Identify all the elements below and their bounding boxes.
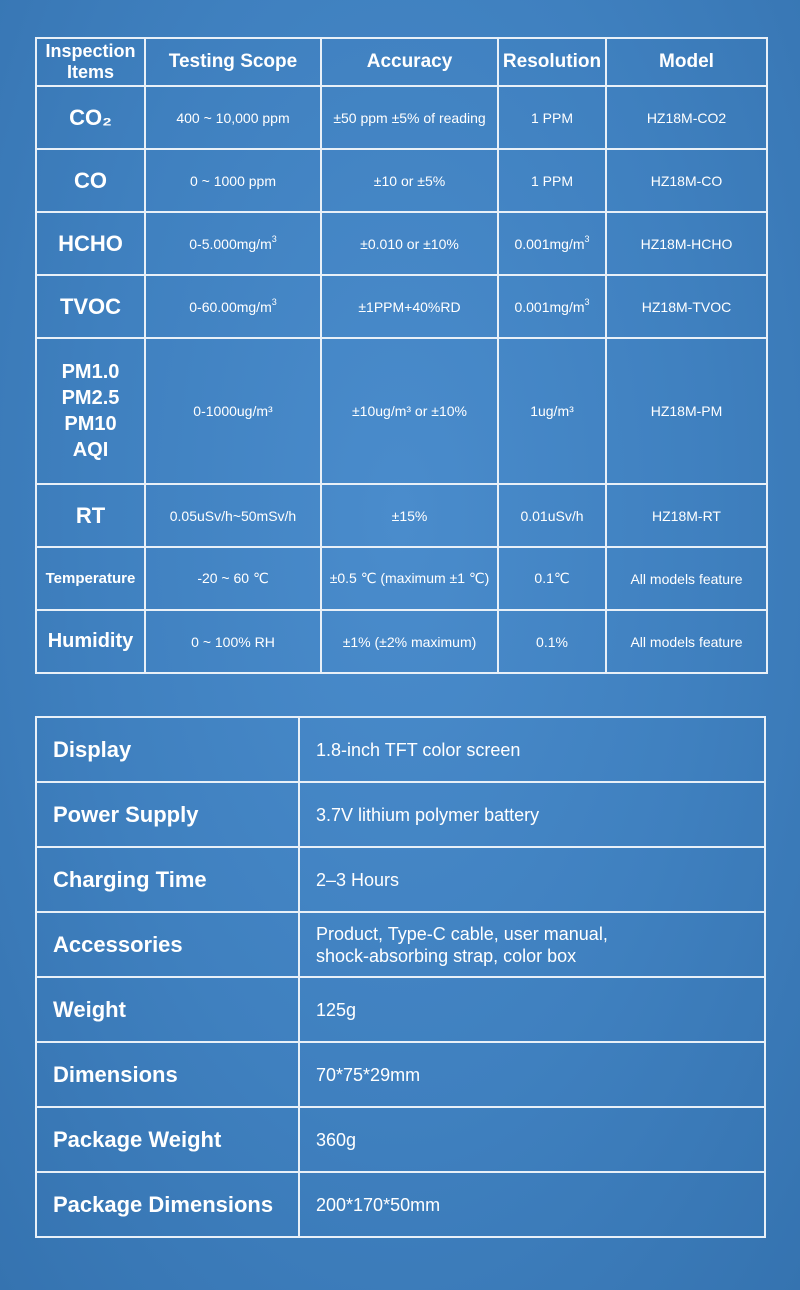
table-row (36, 782, 765, 847)
table-row (36, 338, 767, 484)
key-dimensions: Dimensions (36, 1042, 299, 1107)
scope-text: 0-60.00mg/m (189, 298, 272, 315)
header-inspection-items: Inspection Items (36, 38, 145, 86)
resolution-cell: 0.1℃ (498, 547, 606, 610)
table-row (36, 86, 767, 149)
superscript: 3 (584, 296, 590, 307)
model-cell: HZ18M-RT (606, 484, 767, 547)
table-row (36, 912, 765, 977)
accuracy-cell: ±1PPM+40%RD (321, 275, 498, 338)
model-cell: HZ18M-CO (606, 149, 767, 212)
table-row (36, 212, 767, 275)
table-row (36, 610, 767, 673)
accuracy-cell: ±0.5 ℃ (maximum ±1 ℃) (321, 547, 498, 610)
resolution-cell: 1 PPM (498, 86, 606, 149)
model-cell: HZ18M-TVOC (606, 275, 767, 338)
resolution-text: 0.001mg/m (514, 298, 585, 315)
resolution-cell (498, 212, 606, 275)
item-rt: RT (36, 484, 145, 547)
item-co2: CO₂ (36, 86, 145, 149)
model-cell: HZ18M-HCHO (606, 212, 767, 275)
table-row (36, 847, 765, 912)
superscript: 3 (271, 233, 277, 244)
model-cell: HZ18M-PM (606, 338, 767, 484)
item-tvoc: TVOC (36, 275, 145, 338)
scope-cell: -20 ~ 60 ℃ (145, 547, 321, 610)
table-row (36, 717, 765, 782)
key-package-dimensions: Package Dimensions (36, 1172, 299, 1237)
table-row (36, 547, 767, 610)
scope-cell: 0.05uSv/h~50mSv/h (145, 484, 321, 547)
item-aqi: AQI (72, 439, 109, 461)
scope-cell (145, 275, 321, 338)
scope-cell: 0 ~ 1000 ppm (145, 149, 321, 212)
header-model: Model (606, 38, 767, 86)
value-package-weight: 360g (299, 1107, 765, 1172)
key-charging-time: Charging Time (36, 847, 299, 912)
header-testing-scope: Testing Scope (145, 38, 321, 86)
value-dimensions: 70*75*29mm (299, 1042, 765, 1107)
table-row (36, 1107, 765, 1172)
resolution-cell (498, 275, 606, 338)
scope-cell: 0 ~ 100% RH (145, 610, 321, 673)
spec-table (35, 37, 768, 674)
resolution-cell: 1 PPM (498, 149, 606, 212)
item-humidity: Humidity (36, 610, 145, 673)
value-package-dimensions: 200*170*50mm (299, 1172, 765, 1237)
table-row (36, 275, 767, 338)
value-display: 1.8-inch TFT color screen (299, 717, 765, 782)
key-package-weight: Package Weight (36, 1107, 299, 1172)
item-pm1: PM1.0 (61, 361, 120, 383)
info-table (35, 716, 766, 1238)
resolution-text: 0.001mg/m (514, 235, 585, 252)
model-cell: HZ18M-CO2 (606, 86, 767, 149)
accuracy-cell: ±10 or ±5% (321, 149, 498, 212)
scope-cell (145, 212, 321, 275)
table-row (36, 484, 767, 547)
item-hcho: HCHO (36, 212, 145, 275)
key-display: Display (36, 717, 299, 782)
value-power-supply: 3.7V lithium polymer battery (299, 782, 765, 847)
resolution-cell: 0.01uSv/h (498, 484, 606, 547)
scope-text: 0-5.000mg/m (189, 235, 272, 252)
model-cell: All models feature (606, 610, 767, 673)
accuracy-cell: ±10ug/m³ or ±10% (321, 338, 498, 484)
value-line: Product, Type-C cable, user manual, (316, 923, 608, 944)
item-pm25: PM2.5 (61, 387, 120, 409)
resolution-cell: 1ug/m³ (498, 338, 606, 484)
item-pm (36, 338, 145, 484)
accuracy-cell: ±50 ppm ±5% of reading (321, 86, 498, 149)
accuracy-cell: ±0.010 or ±10% (321, 212, 498, 275)
accuracy-cell: ±15% (321, 484, 498, 547)
scope-cell: 400 ~ 10,000 ppm (145, 86, 321, 149)
value-charging-time: 2–3 Hours (299, 847, 765, 912)
model-cell: All models feature (606, 547, 767, 610)
scope-cell: 0-1000ug/m³ (145, 338, 321, 484)
superscript: 3 (584, 233, 590, 244)
key-accessories: Accessories (36, 912, 299, 977)
value-accessories (299, 912, 765, 977)
key-power-supply: Power Supply (36, 782, 299, 847)
table-row (36, 977, 765, 1042)
item-co: CO (36, 149, 145, 212)
header-resolution: Resolution (498, 38, 606, 86)
resolution-cell: 0.1% (498, 610, 606, 673)
table-row (36, 149, 767, 212)
table-row (36, 1042, 765, 1107)
item-pm10: PM10 (64, 413, 117, 435)
superscript: 3 (271, 296, 277, 307)
header-accuracy: Accuracy (321, 38, 498, 86)
value-weight: 125g (299, 977, 765, 1042)
value-line: shock-absorbing strap, color box (316, 945, 577, 966)
table-row (36, 1172, 765, 1237)
spec-header-row (36, 38, 767, 86)
key-weight: Weight (36, 977, 299, 1042)
accuracy-cell: ±1% (±2% maximum) (321, 610, 498, 673)
item-temperature: Temperature (36, 547, 145, 610)
